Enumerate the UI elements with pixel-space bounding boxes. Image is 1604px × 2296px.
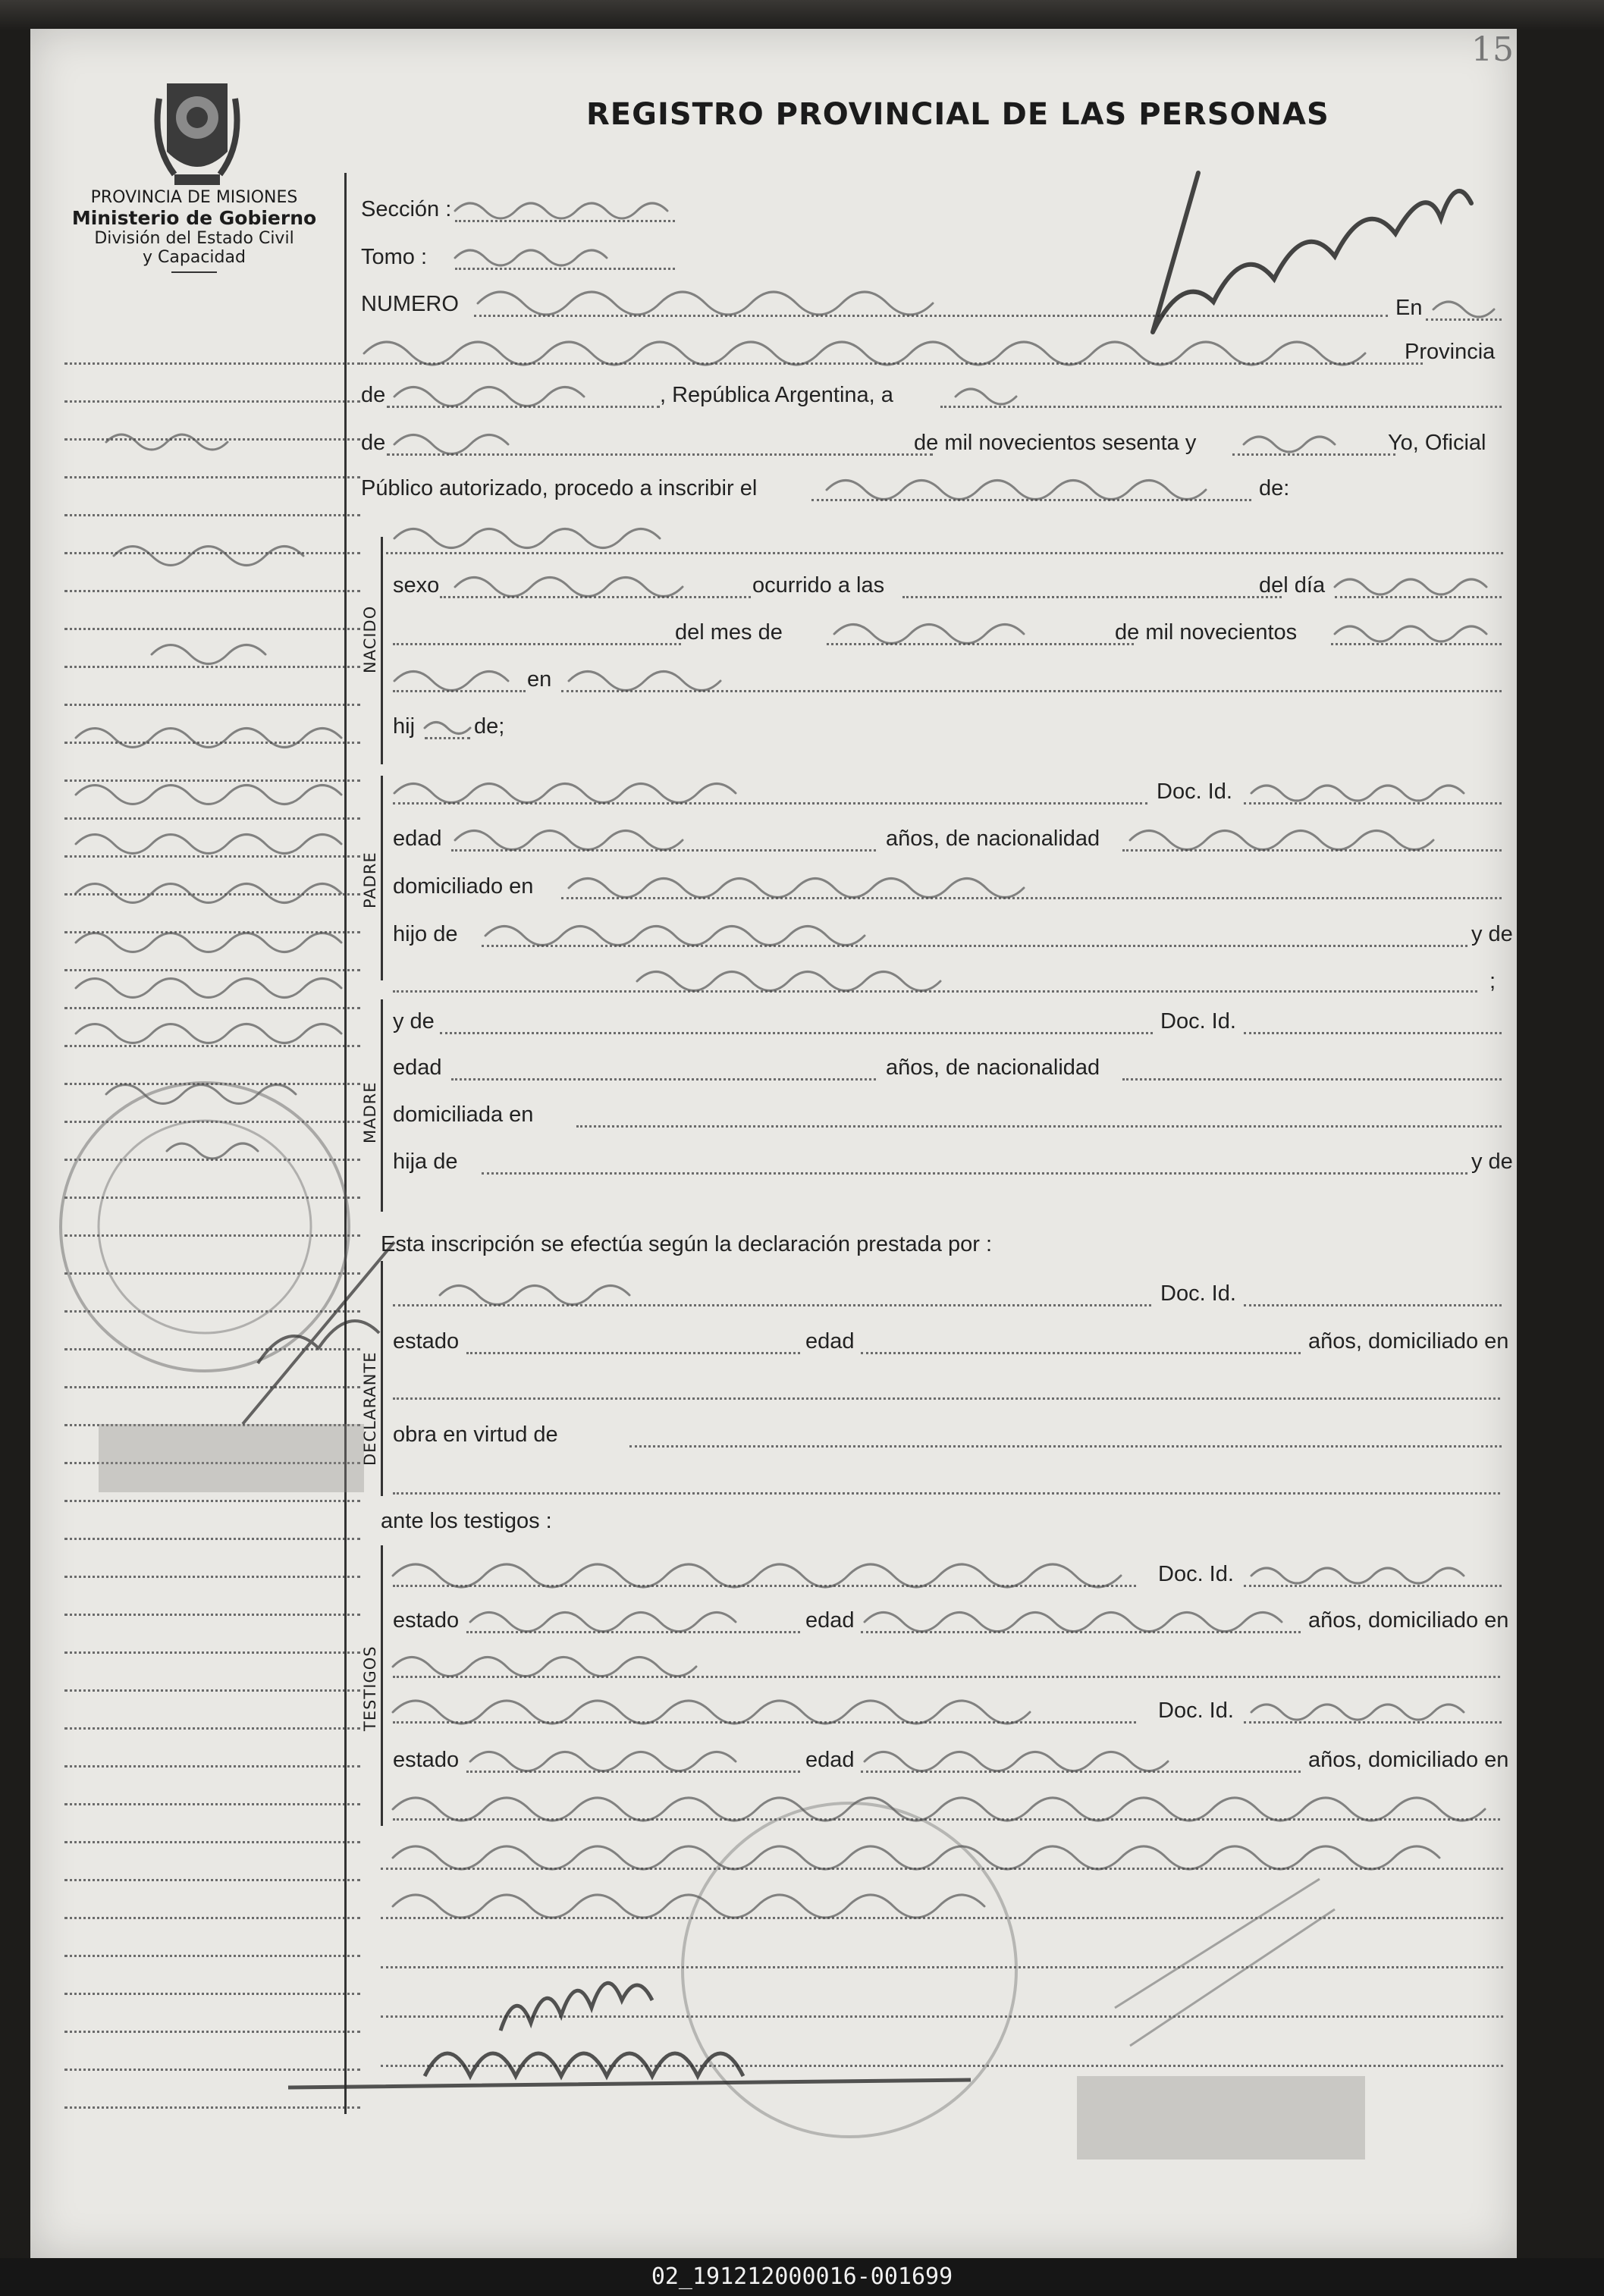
en-label-2: en [527,667,552,692]
declarante-estado-label: estado [393,1329,460,1353]
republica-label: , República Argentina, a [660,383,893,407]
division-label: División del Estado Civil [94,229,294,248]
padre-anos-label: años, de nacionalidad [886,826,1100,851]
declarante-doc-label: Doc. Id. [1160,1281,1236,1306]
testigo1-anos-label: años, domiciliado en [1308,1608,1509,1633]
declarante-anos-label: años, domiciliado en [1308,1329,1509,1353]
yo-oficial-label: Yo, Oficial [1388,431,1486,455]
mil-nov-label: de mil novecientos [1115,620,1298,645]
padre-edad-label: edad [393,826,442,851]
de-label: de [361,383,386,407]
padre-hijo-de-label: hijo de [393,922,458,946]
hij-de-label: de; [474,714,505,739]
madre-y-de-label: y de [393,1009,435,1034]
declarante-edad-label: edad [805,1329,855,1353]
testigo2-anos-label: años, domiciliado en [1308,1748,1509,1772]
del-dia-label: del día [1259,573,1326,598]
testigo2-edad-label: edad [805,1748,855,1772]
tomo-label: Tomo : [361,245,428,269]
madre-hija-de-label: hija de [393,1150,458,1174]
de-colon-label: de: [1259,476,1290,500]
book-edge [0,0,1604,30]
del-mes-label: del mes de [675,620,783,645]
testigo2-doc-label: Doc. Id. [1158,1698,1234,1723]
provincia-label: Provincia [1405,340,1496,364]
madre-edad-label: edad [393,1055,442,1080]
page-title: REGISTRO PROVINCIAL DE LAS PERSONAS [586,97,1329,132]
padre-domiciliado-label: domiciliado en [393,874,534,899]
mil-sesenta-label: de mil novecientos sesenta y [914,431,1197,455]
madre-section-label: MADRE [361,1081,379,1143]
testigo1-doc-label: Doc. Id. [1158,1562,1234,1586]
declaracion-intro: Esta inscripción se efectúa según la declaración prestada por : [381,1232,993,1256]
de-label-2: de [361,431,386,455]
madre-anos-label: años, de nacionalidad [886,1055,1100,1080]
madre-y-de-label-2: y de [1471,1150,1513,1174]
padre-y-de-label: y de [1471,922,1513,946]
nacido-section-label: NACIDO [361,605,379,673]
padre-doc-label: Doc. Id. [1157,779,1232,804]
numero-label: NUMERO [361,292,459,316]
hij-label: hij [393,714,416,739]
testigos-section-label: TESTIGOS [361,1645,379,1731]
padre-semicolon: ; [1489,969,1496,993]
testigo1-estado-label: estado [393,1608,460,1633]
declarante-section-label: DECLARANTE [361,1351,379,1466]
ministry-label: Ministerio de Gobierno [71,207,317,229]
madre-doc-label: Doc. Id. [1160,1009,1236,1034]
obra-label: obra en virtud de [393,1422,558,1447]
sexo-label: sexo [393,573,440,598]
province-label: PROVINCIA DE MISIONES [90,188,298,207]
ocurrido-label: ocurrido a las [752,573,885,598]
testigo2-estado-label: estado [393,1748,460,1772]
register-page [30,29,1517,2258]
caption-bar: 02_191212000016-001699 [0,2258,1604,2296]
testigos-intro: ante los testigos : [381,1509,552,1533]
seccion-label: Sección : [361,197,452,221]
padre-section-label: PADRE [361,852,379,908]
testigo1-edad-label: edad [805,1608,855,1633]
division-label-2: y Capacidad [143,248,246,267]
handwriting-overlay [30,29,1517,2258]
madre-domiciliada-label: domiciliada en [393,1103,534,1127]
en-label: En [1395,296,1423,320]
page-number: 15 [1471,30,1514,69]
publico-label: Público autorizado, procedo a inscribir el [361,476,758,500]
